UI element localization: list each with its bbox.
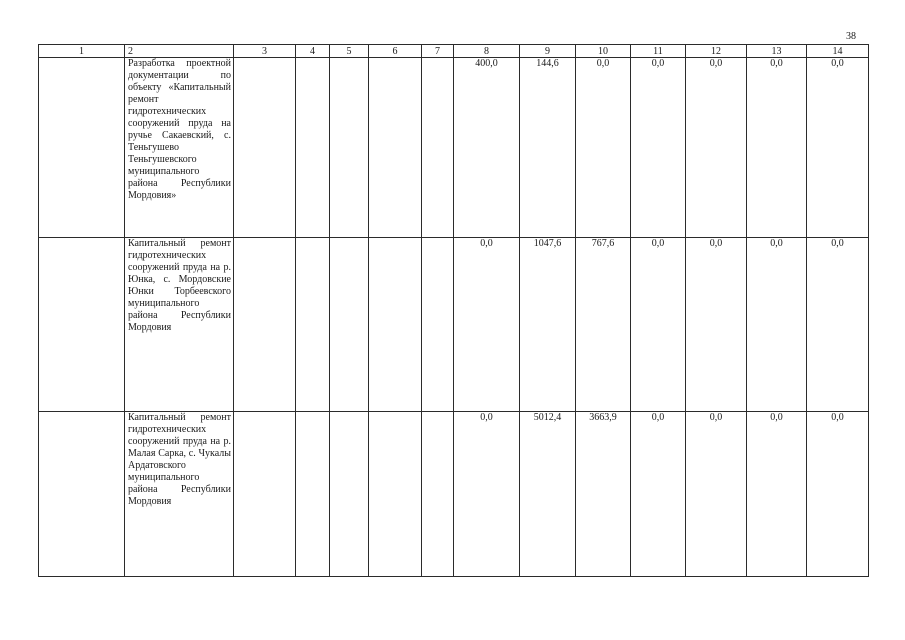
column-header: 4 bbox=[296, 45, 330, 58]
column-header: 3 bbox=[234, 45, 296, 58]
column-header: 13 bbox=[747, 45, 807, 58]
value-cell-col8: 0,0 bbox=[454, 238, 520, 412]
value-cell-col12: 0,0 bbox=[686, 412, 747, 577]
value-cell-col11: 0,0 bbox=[631, 238, 686, 412]
row-number-cell bbox=[39, 412, 125, 577]
column-header: 2 bbox=[125, 45, 234, 58]
table-row bbox=[39, 238, 869, 412]
column-header: 9 bbox=[520, 45, 576, 58]
value-cell-col12: 0,0 bbox=[686, 58, 747, 238]
value-cell-col13: 0,0 bbox=[747, 58, 807, 238]
value-cell-col9: 144,6 bbox=[520, 58, 576, 238]
column-header: 7 bbox=[422, 45, 454, 58]
table-row bbox=[39, 412, 869, 577]
row-number-cell bbox=[39, 238, 125, 412]
column-header: 1 bbox=[39, 45, 125, 58]
value-cell-col13: 0,0 bbox=[747, 412, 807, 577]
page-number: 38 bbox=[846, 31, 856, 42]
table-row bbox=[39, 58, 869, 238]
value-cell-col14: 0,0 bbox=[807, 58, 869, 238]
column-header: 14 bbox=[807, 45, 869, 58]
column-header: 8 bbox=[454, 45, 520, 58]
description-cell: Капитальный ремонт гидротехнических сооружений пруда на р. Малая Сарка, с. Чукалы Ардатовского муниципального района Республики Мордовия bbox=[125, 412, 234, 577]
description-cell: Разработка проектной документации по объекту «Капитальный ремонт гидротехнических сооружений пруда на ручье Сакаевский, с. Теньгушево Теньгушевского муниципального района Республики Мордовия» bbox=[125, 58, 234, 238]
value-cell-col9: 1047,6 bbox=[520, 238, 576, 412]
value-cell-col8: 400,0 bbox=[454, 58, 520, 238]
value-cell-col14: 0,0 bbox=[807, 238, 869, 412]
row-number-cell bbox=[39, 58, 125, 238]
value-cell-col10: 767,6 bbox=[576, 238, 631, 412]
column-header: 6 bbox=[369, 45, 422, 58]
column-header: 10 bbox=[576, 45, 631, 58]
column-header: 12 bbox=[686, 45, 747, 58]
value-cell-col10: 3663,9 bbox=[576, 412, 631, 577]
description-cell: Капитальный ремонт гидротехнических сооружений пруда на р. Юнка, с. Мордовские Юнки Торбеевского муниципального района Республики Мордовия bbox=[125, 238, 234, 412]
column-header: 11 bbox=[631, 45, 686, 58]
value-cell-col14: 0,0 bbox=[807, 412, 869, 577]
budget-table bbox=[38, 44, 869, 577]
value-cell-col11: 0,0 bbox=[631, 412, 686, 577]
value-cell-col11: 0,0 bbox=[631, 58, 686, 238]
column-header: 5 bbox=[330, 45, 369, 58]
value-cell-col10: 0,0 bbox=[576, 58, 631, 238]
value-cell-col9: 5012,4 bbox=[520, 412, 576, 577]
value-cell-col12: 0,0 bbox=[686, 238, 747, 412]
value-cell-col13: 0,0 bbox=[747, 238, 807, 412]
value-cell-col8: 0,0 bbox=[454, 412, 520, 577]
column-number-header bbox=[39, 45, 869, 58]
